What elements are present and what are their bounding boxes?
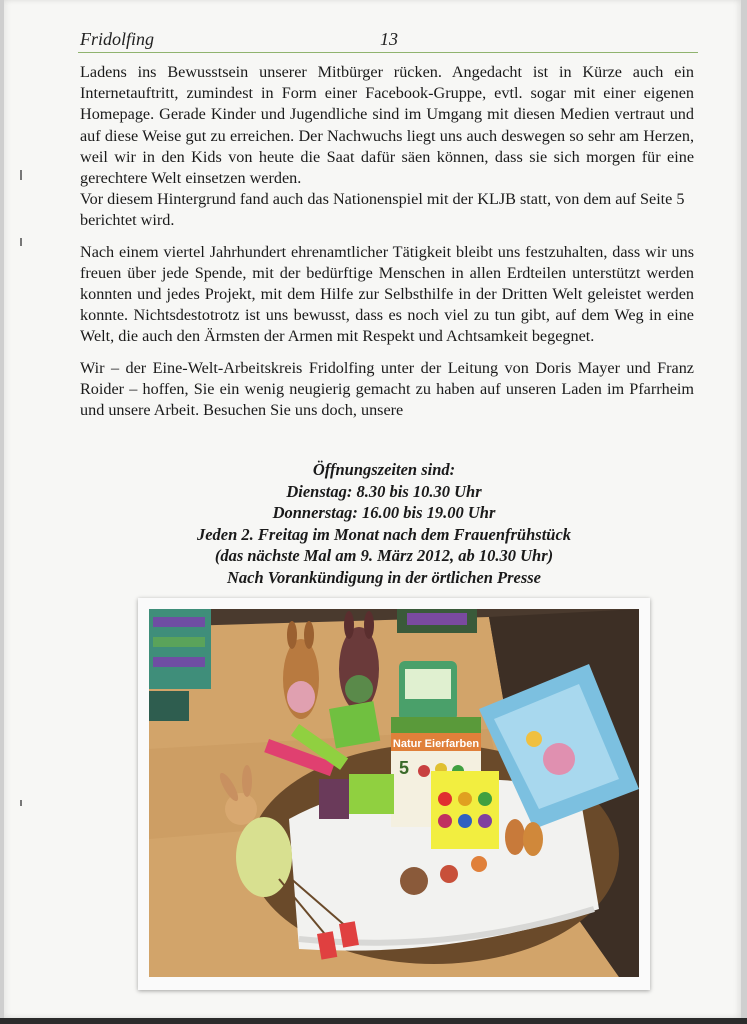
opening-hours-line: (das nächste Mal am 9. März 2012, ab 10.30 Uhr) — [214, 546, 554, 565]
scan-bottom-edge — [0, 1018, 747, 1024]
opening-hours-line: Nach Vorankündigung in der örtlichen Presse — [226, 567, 542, 587]
article-body — [80, 62, 694, 431]
opening-hours-heading: Öffnungszeiten sind: — [312, 460, 456, 479]
small-bunny — [505, 819, 525, 855]
paragraph: Wir – der Eine-Welt-Arbeitskreis Fridolfing unter der Leitung von Doris Mayer und Franz Roider – hoffen, Sie ein wenig neugierig gemacht zu haben auf unseren Laden im Pfarrheim und unsere Arbeit. Besuchen Sie uns doch, unsere — [80, 358, 694, 420]
small-bunny — [523, 822, 543, 856]
opening-hours-line: Jeden 2. Freitag im Monat nach dem Frauenfrühstück — [196, 524, 572, 544]
header-title: Fridolfing — [80, 29, 155, 49]
opening-hours-line: Donnerstag: 16.00 bis 19.00 Uhr — [272, 503, 496, 522]
paragraph: Nach einem viertel Jahrhundert ehrenamtlicher Tätigkeit bleibt uns festzuhalten, dass wir uns freuen über jede Spende, mit der bedürftige Menschen in allen Erdteilen unterstützt werden konnten und jedes Projekt, mit dem Hilfe zur Selbsthilfe in der Dritten Welt geleistet werden konnte. Nichtsdestotrotz ist uns bewusst, dass es noch viel zu tun gibt, auf dem Weg in eine Welt, die auch den Ärmsten der Armen mit Respekt und Achtsamkeit begegnet. — [80, 242, 694, 346]
scan-mark — [20, 238, 22, 246]
photo-illustration — [149, 609, 639, 977]
scan-mark — [20, 800, 22, 806]
photo-frame — [138, 598, 650, 990]
paragraph: Vor diesem Hintergrund fand auch das Nationenspiel mit der KLJB statt, von dem auf Seite 5 berichtet wird. — [80, 190, 685, 230]
box-label-1: Natur Eierfarben — [392, 738, 480, 750]
color-tablets-box — [431, 771, 499, 849]
page-number: 13 — [380, 29, 398, 49]
scan-mark — [20, 170, 22, 180]
document-page — [4, 0, 741, 1018]
opening-hours — [114, 459, 654, 588]
box-label-2: 5 — [399, 758, 410, 778]
header-rule — [78, 52, 698, 53]
easter-basket-photo — [149, 609, 639, 977]
opening-hours-line: Dienstag: 8.30 bis 10.30 Uhr — [286, 481, 482, 501]
paragraph: Ladens ins Bewusstsein unserer Mitbürger rücken. Angedacht ist in Kürze auch ein Internetauftritt, zumindest in Form einer Facebook-Gruppe, evtl. sogar mit einer eigenen Homepage. Gerade Kinder und Jugendliche sind im Umgang mit diesen Medien vertraut und auf diese Weise gut zu erreichen. Der Nachwuchs liegt uns auch deswegen so sehr am Herzen, weil wir in den Kids von heute die Saat dafür säen können, dass sie sich morgen für eine gerechtere Welt einsetzen werden. — [80, 63, 694, 188]
